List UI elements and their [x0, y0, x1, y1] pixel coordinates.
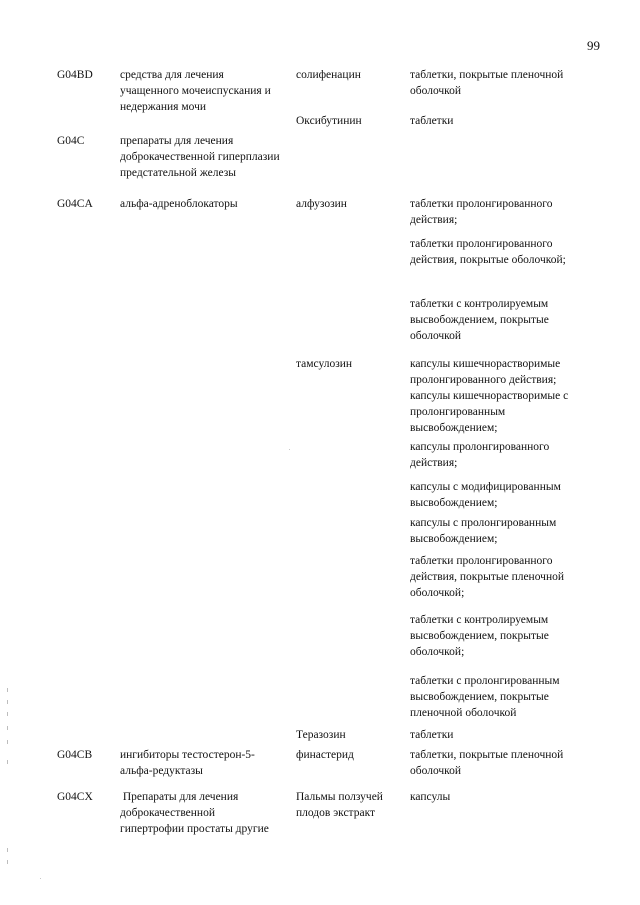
scan-mark	[7, 740, 8, 744]
scan-mark	[7, 712, 8, 716]
dosage-form-tamsulosin-4: капсулы с пролонгированным высвобождением;	[410, 517, 557, 545]
dosage-form-alfuzosin-2: таблетки пролонгированного действия, покрытые оболочкой;	[410, 238, 566, 266]
scan-mark	[7, 760, 8, 764]
scan-mark	[7, 726, 8, 730]
dosage-form-tamsulosin-5: таблетки пролонгированного действия, покрытые пленочной оболочкой;	[410, 555, 565, 599]
dosage-form-saw-palmetto-extract: капсулы	[410, 791, 451, 803]
atc-code-g04c: G04C	[57, 135, 85, 147]
drug-name-oxybutynin: Оксибутинин	[296, 115, 362, 127]
atc-group-g04bd: средства для лечения учащенного мочеиспускания и недержания мочи	[120, 69, 271, 113]
dosage-form-oxybutynin: таблетки	[410, 115, 454, 127]
scan-mark	[7, 860, 8, 864]
atc-group-g04c: препараты для лечения доброкачественной гиперплазии предстательной железы	[120, 135, 280, 179]
scan-mark	[7, 848, 8, 852]
scan-mark	[7, 688, 8, 692]
dosage-form-finasteride: таблетки, покрытые пленочной оболочкой	[410, 749, 564, 777]
scan-speck	[40, 878, 41, 879]
dosage-form-tamsulosin-7: таблетки с пролонгированным высвобождением, покрытые пленочной оболочкой	[410, 675, 560, 719]
atc-group-g04cx: Препараты для лечения доброкачественной гипертрофии простаты другие	[120, 791, 269, 835]
page-number: 99	[587, 38, 600, 53]
dosage-form-solifenacin: таблетки, покрытые пленочной оболочкой	[410, 69, 564, 97]
atc-code-g04ca: G04CA	[57, 198, 93, 210]
dosage-form-tamsulosin-3: капсулы с модифицированным высвобождением;	[410, 481, 561, 509]
atc-code-g04bd: G04BD	[57, 69, 93, 81]
drug-name-terazosin: Теразозин	[296, 729, 346, 741]
drug-name-saw-palmetto-extract: Пальмы ползучей плодов экстракт	[296, 791, 383, 819]
drug-name-finasteride: финастерид	[296, 749, 354, 761]
dosage-form-terazosin: таблетки	[410, 729, 454, 741]
drug-name-alfuzosin: алфузозин	[296, 198, 347, 210]
atc-group-g04ca: альфа-адреноблокаторы	[120, 198, 238, 210]
drug-name-tamsulosin: тамсулозин	[296, 358, 353, 370]
dosage-form-tamsulosin-2: капсулы пролонгированного действия;	[410, 441, 550, 469]
drug-name-solifenacin: солифенацин	[296, 69, 361, 81]
atc-code-g04cb: G04CB	[57, 749, 93, 761]
atc-code-g04cx: G04CX	[57, 791, 93, 803]
dosage-form-tamsulosin-1: капсулы кишечнорастворимые пролонгированного действия; капсулы кишечнорастворимые с пролонгированным высвобождением;	[410, 358, 569, 434]
scan-speck	[289, 449, 290, 450]
dosage-form-alfuzosin-3: таблетки с контролируемым высвобождением, покрытые оболочкой	[410, 298, 549, 342]
dosage-form-tamsulosin-6: таблетки с контролируемым высвобождением, покрытые оболочкой;	[410, 614, 549, 658]
atc-group-g04cb: ингибиторы тестостерон-5-альфа-редуктазы	[120, 749, 255, 777]
dosage-form-alfuzosin-1: таблетки пролонгированного действия;	[410, 198, 553, 226]
scan-mark	[7, 700, 8, 704]
